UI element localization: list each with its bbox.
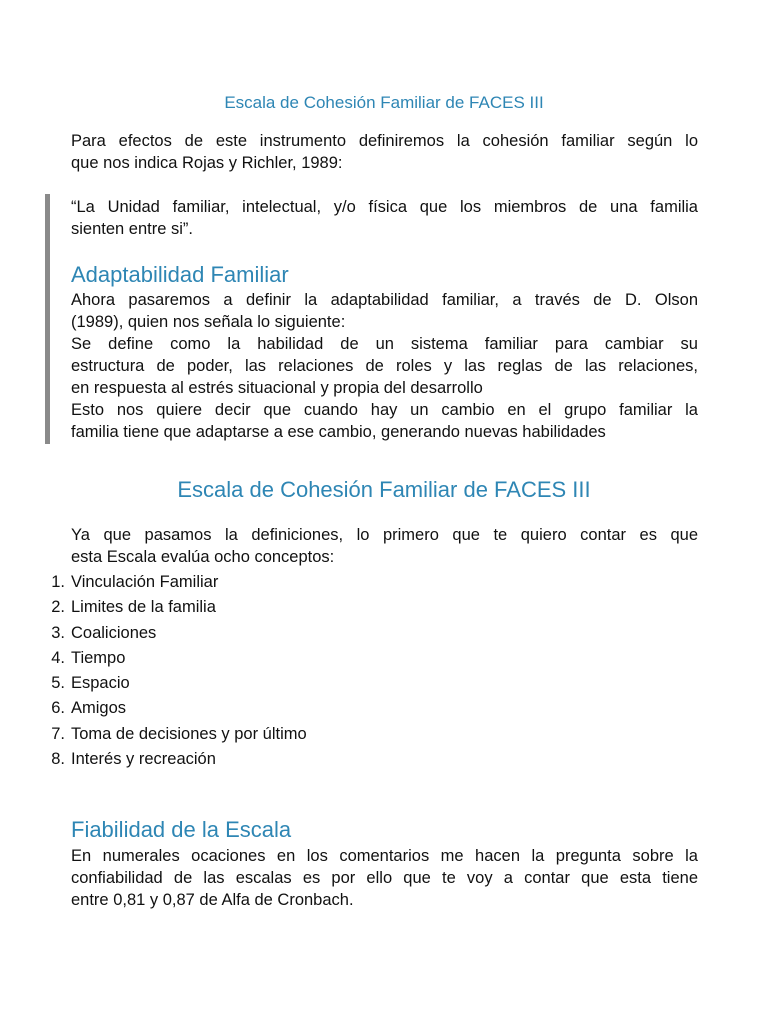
list-item-text: Toma de decisiones y por último — [71, 724, 307, 743]
scale-intro-paragraph — [71, 524, 698, 568]
adaptability-line: en respuesta al estrés situacional y propia del desarrollo — [71, 379, 483, 397]
list-item-text: Limites de la familia — [71, 598, 216, 617]
adaptability-heading: Adaptabilidad Familiar — [71, 262, 289, 287]
adaptability-line: Se define como la habilidad de un sistema familiar para cambiar su — [71, 335, 698, 353]
list-item-text: Vinculación Familiar — [71, 573, 219, 591]
adaptability-line: estructura de poder, las relaciones de roles y las reglas de las relaciones, — [71, 357, 698, 375]
list-item-number: 2. — [51, 598, 65, 617]
adaptability-line: familia tiene que adaptarse a ese cambio, generando nuevas habilidades — [71, 423, 606, 441]
list-item — [0, 647, 400, 672]
reliability-line: En numerales ocaciones en los comentarios me hacen la pregunta sobre la — [71, 847, 698, 865]
list-item-number: 3. — [51, 623, 65, 642]
list-item-text: Tiempo — [71, 648, 126, 667]
reliability-line: confiabilidad de las escalas es por ello que te voy a contar que esta tiene — [71, 869, 698, 887]
list-item-number: 6. — [51, 699, 65, 718]
adaptability-line: Esto nos quiere decir que cuando hay un cambio en el grupo familiar la — [71, 401, 698, 419]
quote-paragraph — [71, 196, 698, 240]
quote-line: “La Unidad familiar, intelectual, y/o física que los miembros de una familia — [71, 198, 698, 216]
scale-intro-line: Ya que pasamos la definiciones, lo primero que te quiero contar es que — [71, 526, 698, 544]
list-item — [0, 748, 400, 773]
list-item-text: Espacio — [71, 674, 130, 693]
adaptability-paragraph — [71, 289, 698, 443]
intro-line: que nos indica Rojas y Richler, 1989: — [71, 154, 343, 172]
list-item — [0, 571, 400, 596]
list-item-number: 5. — [51, 674, 65, 693]
intro-line: Para efectos de este instrumento definiremos la cohesión familiar según lo — [71, 132, 698, 150]
document-title: Escala de Cohesión Familiar de FACES III — [224, 93, 544, 112]
list-item-text: Coaliciones — [71, 623, 157, 642]
reliability-heading: Fiabilidad de la Escala — [71, 817, 292, 842]
reliability-paragraph — [71, 845, 698, 911]
adaptability-line: Ahora pasaremos a definir la adaptabilidad familiar, a través de D. Olson — [71, 291, 698, 309]
list-item-text: Amigos — [71, 699, 127, 718]
list-item — [0, 723, 400, 748]
list-item — [0, 697, 400, 722]
scale-section-title: Escala de Cohesión Familiar de FACES III — [177, 477, 591, 502]
list-item-text: Interés y recreación — [71, 750, 216, 769]
list-item — [0, 622, 400, 647]
list-item — [0, 596, 400, 621]
list-item-number: 1. — [51, 573, 65, 591]
quote-bar — [45, 194, 50, 444]
list-item-number: 8. — [51, 750, 65, 769]
concepts-list — [0, 571, 400, 773]
quote-line: sienten entre si”. — [71, 220, 193, 238]
adaptability-line: (1989), quien nos señala lo siguiente: — [71, 313, 346, 331]
list-item-number: 7. — [51, 724, 65, 743]
scale-intro-line: esta Escala evalúa ocho conceptos: — [71, 548, 335, 566]
reliability-line: entre 0,81 y 0,87 de Alfa de Cronbach. — [71, 891, 354, 909]
list-item-number: 4. — [51, 648, 65, 667]
list-item — [0, 672, 400, 697]
intro-paragraph — [71, 130, 698, 174]
